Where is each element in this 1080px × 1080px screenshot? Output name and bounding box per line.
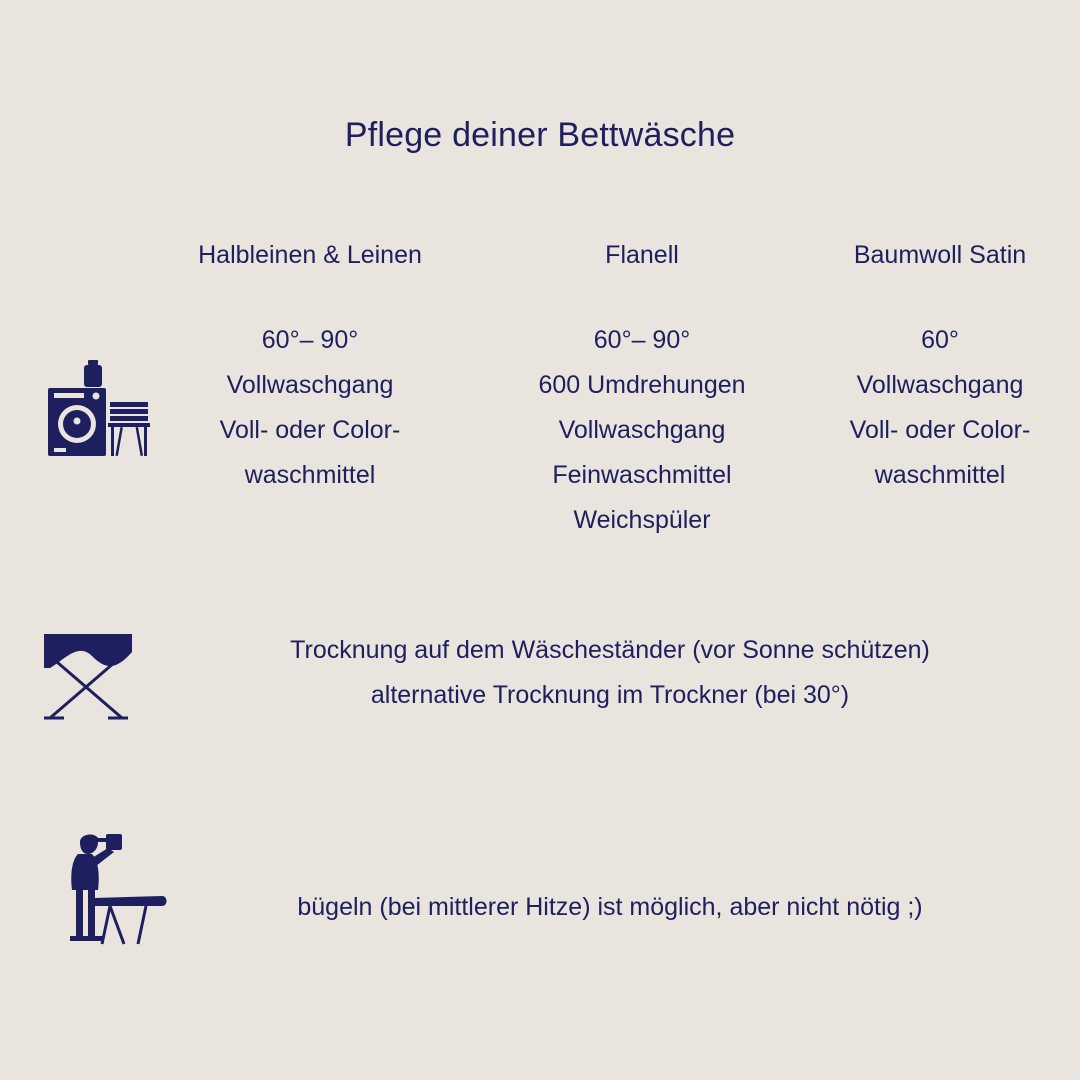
- column-header: Baumwoll Satin: [853, 241, 1027, 269]
- column-header: Halbleinen & Leinen: [198, 241, 422, 269]
- fabric-column-flanell: [492, 238, 792, 543]
- column-line: waschmittel: [874, 461, 1006, 489]
- column-body: [492, 318, 792, 543]
- column-line: 60°– 90°: [593, 326, 691, 354]
- column-line: Vollwaschgang: [226, 371, 394, 399]
- column-body: [790, 318, 1080, 498]
- drying-line: Trocknung auf dem Wäscheständer (vor Sonne schützen): [290, 636, 930, 664]
- drying-rack-icon: [36, 626, 146, 731]
- column-line: Vollwaschgang: [558, 416, 726, 444]
- column-line: 60°: [921, 326, 959, 354]
- column-line: 60°– 90°: [261, 326, 359, 354]
- fabric-column-halbleinen: [160, 238, 460, 498]
- column-line: Voll- oder Color-: [219, 416, 401, 444]
- drying-line: alternative Trocknung im Trockner (bei 30°): [370, 681, 850, 709]
- column-line: Weichspüler: [573, 506, 711, 534]
- column-line: Voll- oder Color-: [849, 416, 1031, 444]
- drying-text: [180, 628, 1040, 718]
- column-line: Feinwaschmittel: [552, 461, 732, 489]
- fabric-column-baumwoll-satin: [790, 238, 1080, 498]
- column-body: [160, 318, 460, 498]
- ironing-line: bügeln (bei mittlerer Hitze) ist möglich, aber nicht nötig ;): [297, 893, 923, 921]
- washing-instructions-section: [0, 238, 1080, 578]
- column-line: 600 Umdrehungen: [538, 371, 746, 399]
- ironing-person-icon: [58, 826, 168, 961]
- column-line: waschmittel: [244, 461, 376, 489]
- page-title: Pflege deiner Bettwäsche: [344, 116, 736, 154]
- column-header: Flanell: [605, 241, 679, 269]
- ironing-text: [180, 885, 1040, 930]
- column-line: Vollwaschgang: [856, 371, 1024, 399]
